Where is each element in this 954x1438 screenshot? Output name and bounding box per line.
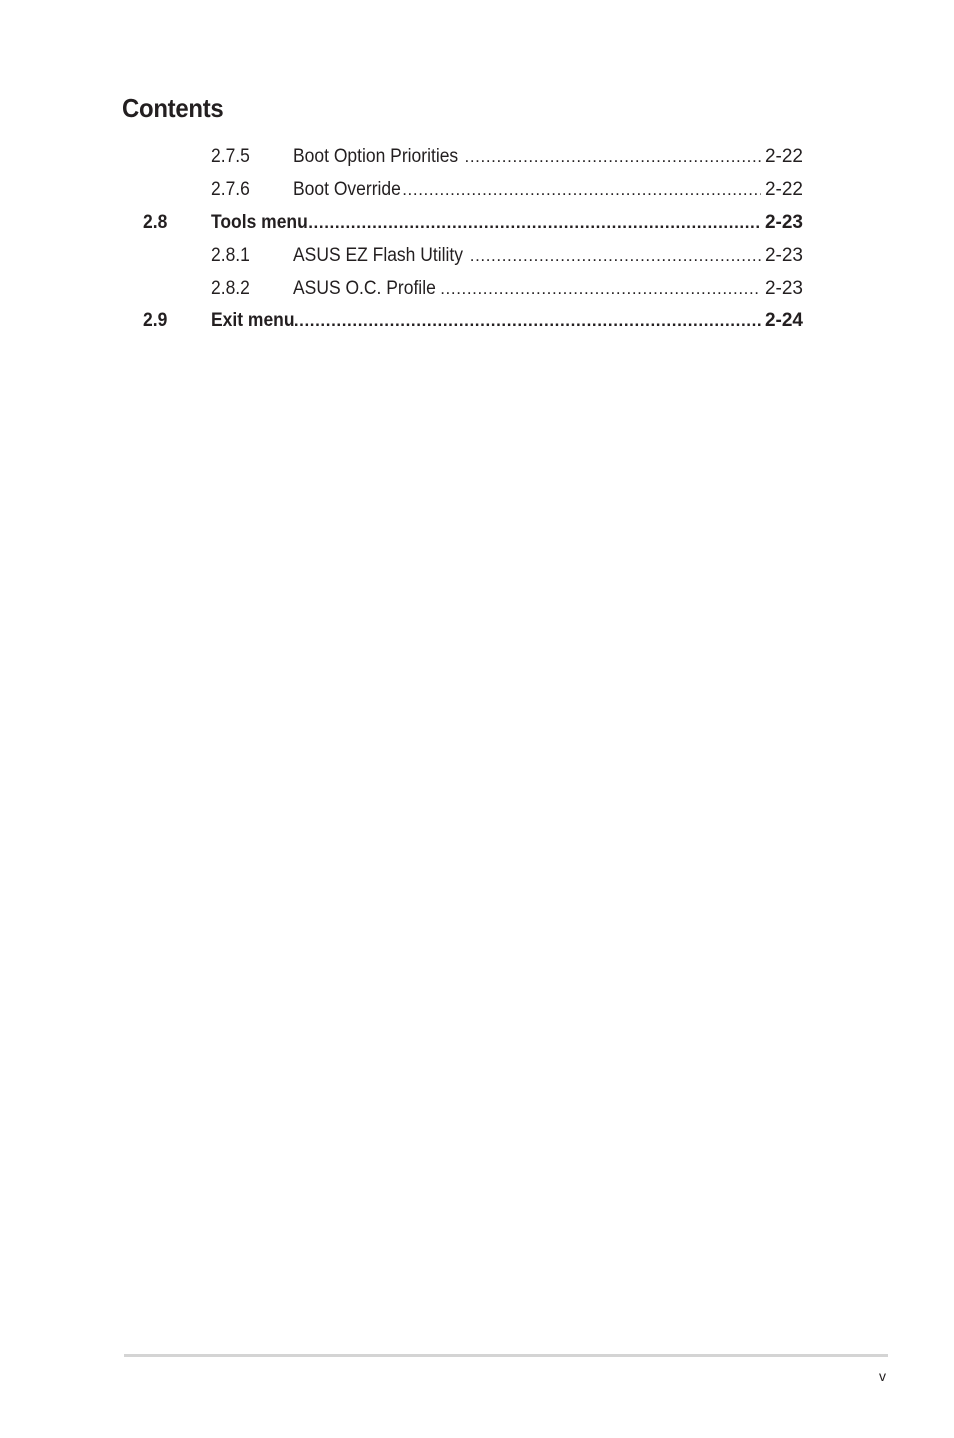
toc-entry-page: 2-22 <box>764 179 803 200</box>
toc-entry-2-7-5[interactable] <box>0 140 954 173</box>
dot-leader <box>400 173 761 206</box>
toc-entry-2-9[interactable] <box>0 304 954 337</box>
toc-entry-body <box>211 206 803 239</box>
toc-entry-number: 2.9 <box>143 310 168 331</box>
toc-entry-body <box>211 304 803 337</box>
toc-entry-body <box>293 239 803 272</box>
toc-entry-label: ASUS O.C. Profile <box>293 278 436 299</box>
toc-entry-2-7-6[interactable] <box>0 173 954 206</box>
toc-entry-label: Exit menu <box>211 310 295 331</box>
toc-entry-page: 2-22 <box>764 146 803 167</box>
footer-divider <box>124 1354 888 1357</box>
dot-leader <box>292 304 761 337</box>
toc-entry-label: Boot Override <box>293 179 401 200</box>
toc-entry-number: 2.8 <box>143 212 168 233</box>
toc-entry-body <box>293 140 803 173</box>
toc-entry-2-8-2[interactable] <box>0 272 954 305</box>
toc-entry-number: 2.7.5 <box>211 146 250 167</box>
toc-entry-number: 2.8.1 <box>211 245 250 266</box>
toc-entry-body <box>293 173 803 206</box>
toc-entry-label: Tools menu <box>211 212 308 233</box>
page-folio: v <box>879 1368 886 1384</box>
toc-entry-body <box>293 272 803 305</box>
dot-leader <box>463 140 761 173</box>
toc-entry-page: 2-24 <box>764 310 803 331</box>
dot-leader <box>438 272 761 305</box>
toc-entry-page: 2-23 <box>764 278 803 299</box>
dot-leader <box>306 206 761 239</box>
toc-entry-number: 2.7.6 <box>211 179 250 200</box>
toc-entry-2-8-1[interactable] <box>0 239 954 272</box>
dot-leader <box>468 239 761 272</box>
toc-entry-number: 2.8.2 <box>211 278 250 299</box>
toc-entry-label: ASUS EZ Flash Utility <box>293 245 463 266</box>
toc-entry-2-8[interactable] <box>0 206 954 239</box>
page-title: Contents <box>122 93 224 123</box>
toc-entry-page: 2-23 <box>764 245 803 266</box>
toc-entry-label: Boot Option Priorities <box>293 146 459 167</box>
toc-entry-page: 2-23 <box>764 212 803 233</box>
